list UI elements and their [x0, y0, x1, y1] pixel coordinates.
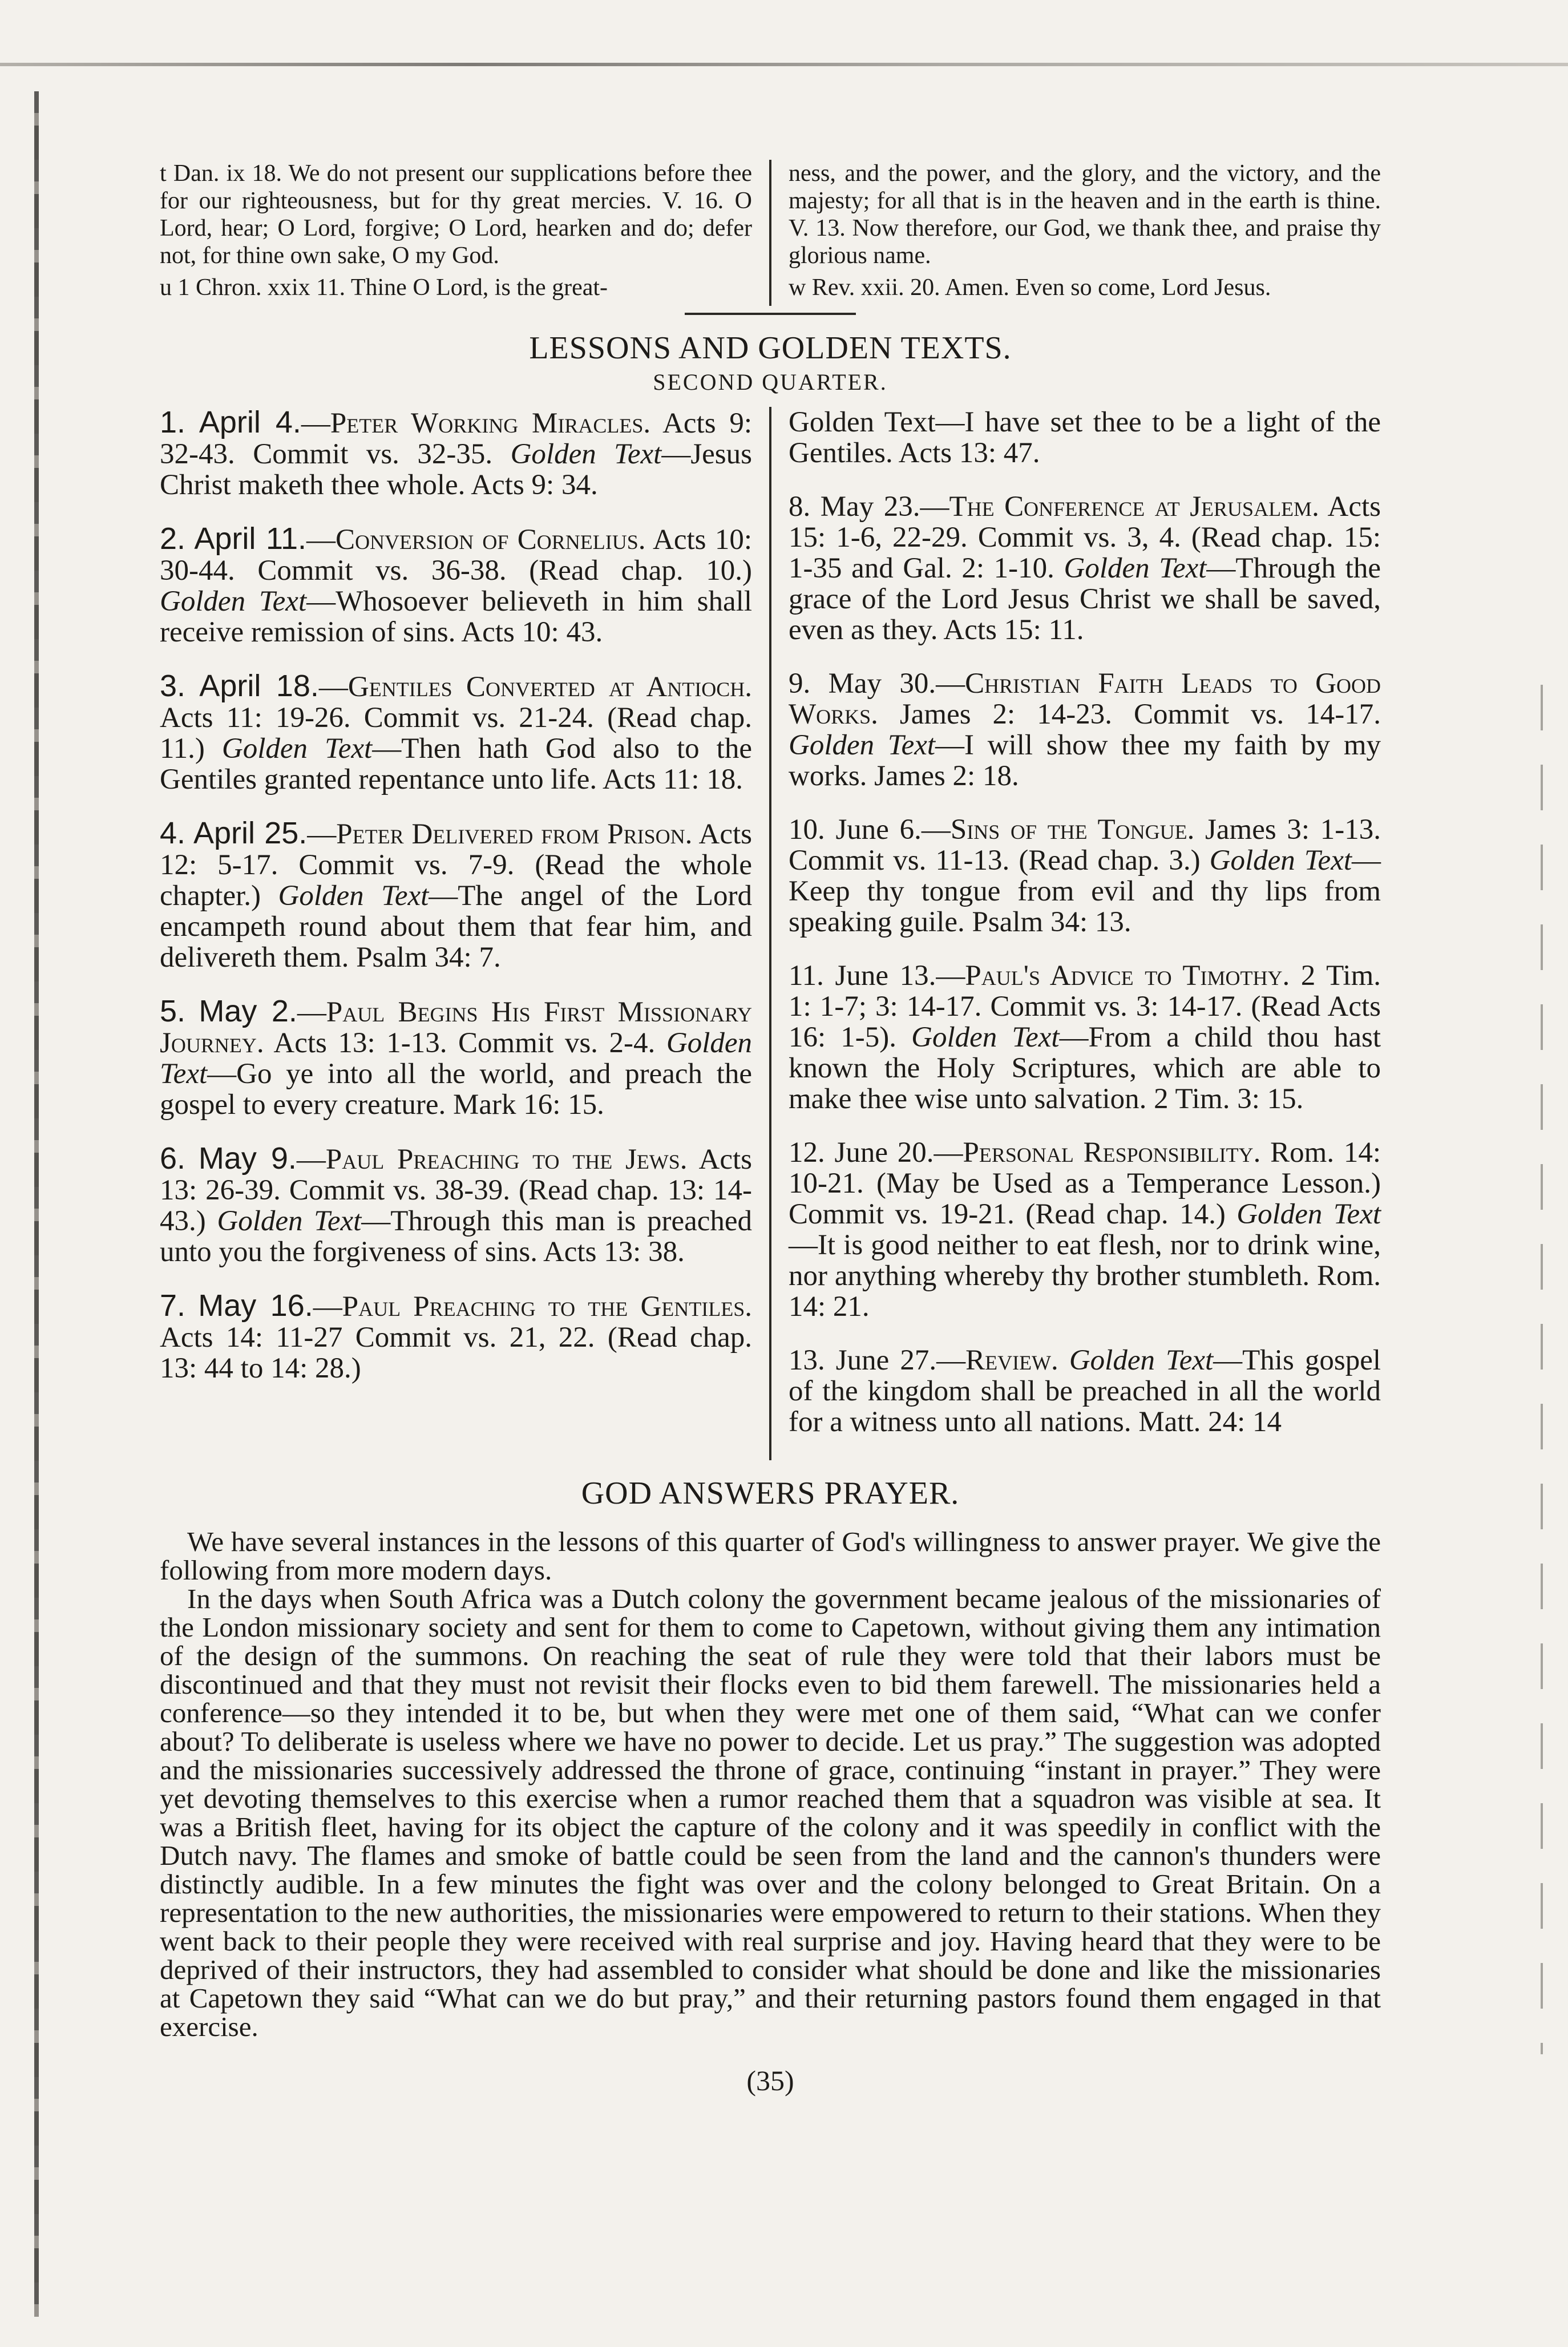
lesson-date: April 4.: [199, 405, 301, 439]
lesson-title: —Conversion of Cornelius.: [306, 524, 646, 556]
golden-text: —It is good neither to eat flesh, nor to drink wine, nor anything whereby thy brother stumbleth. Rom. 14: 21.: [789, 1229, 1381, 1323]
golden-text: —The angel of the Lord encampeth round about them that fear him, and delivereth them. Psalm 34: 7.: [160, 880, 752, 973]
footnote-t: t Dan. ix 18. We do not present our supplications before thee for our righteousness, but for thy great mercies. V. 16. O Lord, hear; O Lord, forgive; O Lord, hearken and do; defer not, for thine own sake, O my God.: [160, 160, 752, 269]
lesson-title: —Paul Preaching to the Gentiles.: [313, 1291, 752, 1323]
page-number: (35): [746, 2065, 794, 2096]
article-paragraph: We have several instances in the lessons of this quarter of God's willingness to answer prayer. We give the following from more modern days.: [160, 1526, 1381, 1586]
lesson-reference: Rom. 14: 10-21. (May be Used as a Temperance Lesson.) Commit vs. 19-21. (Read chap. 14.): [789, 1137, 1381, 1230]
lesson-date: May 30.: [828, 668, 936, 700]
lessons-right-list: [789, 491, 1381, 1437]
golden-text: —Then hath God also to the Gentiles granted repentance unto life. Acts 11: 18.: [160, 733, 752, 795]
golden-text-label: Golden Text: [1064, 552, 1207, 584]
page: [160, 160, 1381, 2097]
lesson-entry: [789, 960, 1381, 1114]
lesson-reference: Acts 13: 1-13. Commit vs. 2-4.: [264, 1027, 666, 1059]
lesson-number: 11.: [789, 960, 824, 992]
golden-text-label: Golden Text: [1209, 845, 1352, 876]
golden-text-label: Golden Text: [278, 880, 429, 912]
lessons-title: LESSONS AND GOLDEN TEXTS.: [529, 330, 1012, 366]
lesson-title: —Gentiles Converted at Antioch.: [318, 671, 752, 703]
golden-text: —Go ye into all the world, and preach the gospel to every creature. Mark 16: 15.: [160, 1058, 752, 1121]
golden-text-label: Golden Text: [911, 1021, 1060, 1053]
article-paragraph: In the days when South Africa was a Dutch colony the government became jealous of the missionaries of the London missionary society and sent for them to come to Capetown, without giving them any intimation of the design of the summons. On reaching the seat of rule they were told that their labors must be discontinued and that they must not revisit their flocks even to bid them farewell. The missionaries held a conference—so they intended it to be, but when they were met one of them said, “What can we confer about? To deliberate is useless where we have no power to decide. Let us pray.” The suggestion was adopted and the missionaries successively addressed the throne of grace, continuing “instant in prayer.” They were yet devoting themselves to this exercise when a rumor reached them that a squadron was visible at sea. It was a British fleet, having for its object the capture of the colony and it was speedily in conflict with the Dutch navy. The flames and smoke of battle could be seen from the land and the cannon's thunders were distinctly audible. In a few minutes the fight was over and the colony belonged to Great Britain. On a representation to the new authorities, the missionaries were empowered to return to their stations. When they went back to their people they were received with real surprise and joy. Having heard that they were to be deprived of their instructors, they had assembled to consider what should be done and like the missionaries at Capetown they said “What can we do but pray,” and their returning pastors found them engaged in that exercise.: [160, 1583, 1381, 2042]
lesson-number: 3.: [160, 669, 186, 703]
lesson-entry: [789, 1137, 1381, 1322]
lesson-entry: [160, 818, 752, 973]
golden-text: —Jesus Christ maketh thee whole. Acts 9: 34.: [160, 438, 752, 501]
lesson-number: 2.: [160, 522, 186, 556]
golden-text: —Through this man is preached unto you the forgiveness of sins. Acts 13: 38.: [160, 1205, 752, 1268]
lesson-entry: [160, 1143, 752, 1267]
golden-text: —I have set thee to be a light of the Gentiles. Acts 13: 47.: [789, 406, 1381, 469]
lesson-7-golden-text: [789, 407, 1381, 468]
lesson-date: June 20.: [834, 1137, 934, 1169]
scan-edge-left: [34, 91, 39, 2317]
lesson-title: —Christian Faith Leads to Good Works.: [789, 668, 1381, 730]
lessons-list: [160, 407, 1381, 1460]
golden-text: —From a child thou hast known the Holy Scriptures, which are able to make thee wise unto salvation. 2 Tim. 3: 15.: [789, 1021, 1381, 1115]
lesson-title: —Review.: [936, 1344, 1058, 1376]
lesson-title: —The Conference at Jerusalem.: [920, 491, 1319, 523]
prayer-footnotes: [160, 160, 1381, 306]
lesson-reference: James 3: 1-13. Commit vs. 11-13. (Read chap. 3.): [789, 814, 1381, 876]
golden-text: —Whosoever believeth in him shall receive remission of sins. Acts 10: 43.: [160, 585, 752, 648]
lesson-entry: [160, 407, 752, 500]
lesson-entry: [789, 814, 1381, 938]
scan-edge-top: [0, 63, 1568, 66]
lesson-reference: Acts 14: 11-27 Commit vs. 21, 22. (Read chap. 13: 44 to 14: 28.): [160, 1322, 752, 1384]
lesson-title: —Paul Preaching to the Jews.: [296, 1144, 688, 1175]
lesson-number: 4.: [160, 816, 186, 850]
lesson-number: 6.: [160, 1141, 186, 1175]
lesson-title: —Peter Delivered from Prison.: [307, 818, 693, 850]
prayer-right-column: [771, 160, 1381, 306]
lesson-reference: Acts 10: 30-44. Commit vs. 36-38. (Read chap. 10.): [160, 524, 752, 587]
lesson-date: May 23.: [820, 491, 920, 523]
golden-text-label: Golden Text: [221, 733, 373, 765]
lesson-date: May 9.: [198, 1141, 297, 1175]
golden-text-label: Golden Text: [1236, 1198, 1381, 1230]
lesson-entry: [160, 996, 752, 1120]
golden-text: —This gospel of the kingdom shall be preached in all the world for a witness unto all nations. Matt. 24: 14: [789, 1344, 1381, 1438]
lesson-reference: James 2: 14-23. Commit vs. 14-17.: [878, 698, 1381, 730]
lesson-title: —Sins of the Tongue.: [921, 814, 1195, 846]
lesson-date: June 6.: [835, 814, 922, 846]
lesson-reference: Acts 15: 1-6, 22-29. Commit vs. 3, 4. (Read chap. 15: 1-35 and Gal. 2: 1-10.: [789, 491, 1381, 584]
lesson-date: June 13.: [835, 960, 936, 992]
lesson-title: —Peter Working Miracles.: [301, 407, 651, 439]
golden-text: —I will show thee my faith by my works. James 2: 18.: [789, 729, 1381, 792]
golden-text-label: Golden Text: [160, 585, 307, 617]
lesson-number: 12.: [789, 1137, 825, 1169]
article-title: GOD ANSWERS PRAYER.: [581, 1476, 960, 1511]
lesson-number: 7.: [160, 1288, 186, 1323]
golden-text: —Keep thy tongue from evil and thy lips from speaking guile. Psalm 34: 13.: [789, 845, 1381, 938]
golden-text: —Through the grace of the Lord Jesus Christ we shall be saved, even as they. Acts 15: 11.: [789, 552, 1381, 646]
lesson-reference: Acts 9: 32-43. Commit vs. 32-35.: [160, 407, 753, 470]
lesson-number: 5.: [160, 994, 186, 1028]
lesson-date: April 25.: [193, 816, 308, 850]
lesson-entry: [160, 1290, 752, 1384]
lesson-date: June 27.: [835, 1344, 937, 1376]
lesson-entry: [789, 491, 1381, 645]
lessons-left-column: [160, 407, 769, 1460]
footnote-u-cont: ness, and the power, and the glory, and the victory, and the majesty; for all that is in the heaven and in the earth is thine. V. 13. Now therefore, our God, we thank thee, and praise thy glorious name.: [789, 160, 1381, 269]
lesson-date: May 2.: [199, 994, 297, 1028]
lesson-title: —Paul Begins His First Missionary Journey.: [160, 996, 752, 1059]
section-rule: [685, 313, 856, 315]
lesson-entry: [160, 670, 752, 795]
lesson-reference: [1058, 1344, 1069, 1376]
lesson-reference: 2 Tim. 1: 1-7; 3: 14-17. Commit vs. 3: 14-17. (Read Acts 16: 1-5).: [789, 960, 1381, 1053]
golden-text-label: Golden Text: [510, 438, 662, 470]
lesson-date: April 18.: [199, 669, 319, 703]
article-body: [160, 1528, 1381, 2041]
golden-text-label: Golden Text: [1069, 1344, 1214, 1376]
lesson-reference: Acts 12: 5-17. Commit vs. 7-9. (Read the whole chapter.): [160, 818, 753, 912]
lesson-title: —Paul's Advice to Timothy.: [936, 960, 1290, 992]
lesson-reference: Acts 11: 19-26. Commit vs. 21-24. (Read chap. 11.): [160, 702, 752, 765]
lesson-entry: [789, 668, 1381, 791]
prayer-left-column: [160, 160, 769, 306]
lessons-right-column: [771, 407, 1381, 1460]
footnote-w: w Rev. xxii. 20. Amen. Even so come, Lord Jesus.: [789, 274, 1271, 301]
lessons-subtitle: SECOND QUARTER.: [653, 369, 888, 395]
lesson-title: —Personal Responsibility.: [933, 1137, 1261, 1169]
lesson-entry: [160, 523, 752, 648]
lesson-reference: Acts 13: 26-39. Commit vs. 38-39. (Read chap. 13: 14-43.): [160, 1144, 752, 1237]
golden-text-label: Golden Text: [789, 729, 936, 761]
golden-text-label: Golden Text: [217, 1205, 362, 1237]
golden-text-label: Golden Text: [789, 406, 936, 438]
lesson-entry: [789, 1345, 1381, 1437]
footnote-u: u 1 Chron. xxix 11. Thine O Lord, is the great-: [160, 274, 608, 301]
lesson-number: 9.: [789, 668, 811, 700]
lesson-number: 10.: [789, 814, 825, 846]
lesson-date: April 11.: [194, 522, 307, 556]
lesson-date: May 16.: [198, 1288, 313, 1323]
scan-edge-right: [1541, 685, 1543, 2054]
lesson-number: 1.: [160, 405, 186, 439]
lesson-number: 8.: [789, 491, 811, 523]
lesson-number: 13.: [789, 1344, 825, 1376]
golden-text-label: Golden Text: [160, 1027, 752, 1090]
